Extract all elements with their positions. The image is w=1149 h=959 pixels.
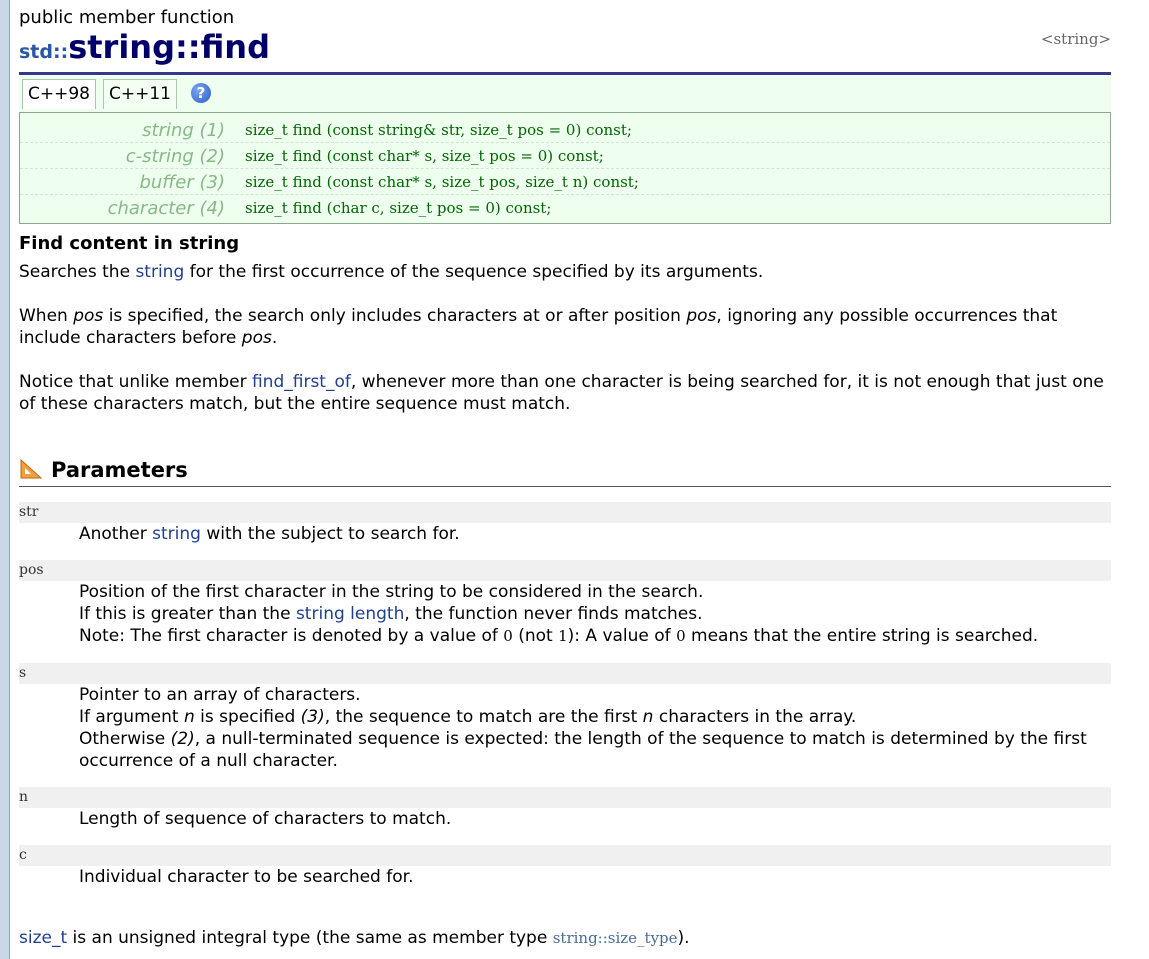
string-link[interactable]: string	[135, 262, 185, 282]
param-desc-n	[79, 808, 1109, 830]
text: (not	[512, 626, 559, 646]
text: Searches the	[19, 262, 136, 282]
text: , the sequence to match are the first	[324, 707, 643, 727]
text: Another	[79, 524, 153, 544]
code-literal: 0	[503, 627, 513, 645]
prototype-row	[20, 194, 1110, 220]
prototype-row	[20, 116, 1110, 143]
text: with the subject to search for.	[200, 524, 460, 544]
prototype-label: c-string (2)	[125, 146, 225, 167]
title-namespace: std::	[19, 41, 69, 63]
param-desc-str	[79, 523, 1109, 545]
title-name: string::find	[68, 28, 270, 66]
param-name-c: c	[19, 845, 1111, 866]
param-ref-pos: pos	[241, 328, 272, 348]
help-icon[interactable]: ?	[191, 83, 211, 103]
text: When	[19, 306, 74, 326]
text: , ignoring any possible occurrences that include characters before	[19, 306, 1058, 348]
text: for the first occurrence of the sequence specified by its arguments.	[184, 262, 764, 282]
param-ref-n: n	[642, 707, 654, 727]
find-first-of-link[interactable]: find_first_of	[251, 372, 351, 392]
param-ref-pos: pos	[686, 306, 717, 326]
prototype-code: size_t find (const string& str, size_t pos = 0) const;	[245, 121, 632, 139]
param-ref-pos: pos	[73, 306, 104, 326]
text: , a null-terminated sequence is expected: the length of the sequence to match is determined by the first occurrence of a null character.	[79, 729, 1087, 771]
prototype-code: size_t find (const char* s, size_t pos, size_t n) const;	[245, 173, 639, 191]
prototype-label: buffer (3)	[139, 172, 225, 193]
param-ref-n: n	[183, 707, 195, 727]
tab-cpp98[interactable]: C++98	[22, 79, 96, 109]
text: Individual character to be searched for.	[79, 867, 414, 887]
parameters-title: Parameters	[51, 458, 188, 482]
version-tabs	[19, 76, 1111, 112]
text: , whenever more than one character is being searched for, it is not enough that just one of these characters match, but the entire sequence must match.	[19, 372, 1104, 414]
tab-cpp11[interactable]: C++11	[103, 79, 177, 109]
string-link[interactable]: string	[152, 524, 201, 544]
text: ): A value of	[567, 626, 677, 646]
set-square-icon	[19, 458, 43, 480]
prototype-ref: (2)	[170, 729, 195, 749]
param-name-s: s	[19, 663, 1111, 684]
title-divider	[19, 72, 1111, 75]
param-desc-c	[79, 866, 1109, 888]
description-heading: Find content in string	[19, 233, 240, 254]
prototype-code: size_t find (const char* s, size_t pos = 0) const;	[245, 147, 604, 165]
param-desc-pos	[79, 581, 1109, 647]
text: Length of sequence of characters to match.	[79, 809, 452, 829]
text: , the function never finds matches.	[404, 604, 703, 624]
param-name-pos: pos	[19, 560, 1111, 581]
text: Position of the first character in the string to be considered in the search.	[79, 582, 704, 602]
param-desc-s	[79, 684, 1109, 772]
prototype-code: size_t find (char c, size_t pos = 0) const;	[245, 199, 552, 217]
page-title	[19, 28, 270, 66]
prototype-row	[20, 142, 1110, 169]
text: is an unsigned integral type (the same as member type	[67, 928, 553, 948]
string-length-link[interactable]: string length	[295, 604, 405, 624]
prototype-ref: (3)	[300, 707, 325, 727]
description-paragraph-3	[19, 371, 1109, 415]
text: Otherwise	[79, 729, 171, 749]
text: is specified	[194, 707, 301, 727]
prototype-label: string (1)	[142, 120, 225, 141]
description-paragraph-2	[19, 305, 1109, 349]
parameters-heading	[19, 456, 1111, 487]
code-literal: 1	[558, 627, 568, 645]
code-literal: string::size_type	[552, 929, 678, 947]
text: means that the entire string is searched.	[685, 626, 1039, 646]
text: is specified, the search only includes characters at or after position	[103, 306, 687, 326]
text: Pointer to an array of characters.	[79, 685, 361, 705]
prototype-row	[20, 168, 1110, 195]
text: Note: The first character is denoted by a value of	[79, 626, 504, 646]
prototype-table	[19, 112, 1111, 224]
prototype-label: character (4)	[107, 198, 225, 219]
left-margin-rule	[0, 0, 10, 959]
param-name-str: str	[19, 502, 1111, 523]
size-t-note	[19, 928, 690, 948]
text: .	[271, 328, 278, 348]
text: If this is greater than the	[79, 604, 296, 624]
text: ).	[677, 928, 690, 948]
param-name-n: n	[19, 787, 1111, 808]
header-file-link[interactable]: <string>	[1040, 30, 1111, 48]
text: If argument	[79, 707, 184, 727]
text: Notice that unlike member	[19, 372, 252, 392]
code-literal: 0	[676, 627, 686, 645]
size-t-link[interactable]: size_t	[19, 928, 68, 948]
description-paragraph-1	[19, 261, 1109, 283]
member-kind: public member function	[19, 7, 235, 28]
text: characters in the array.	[653, 707, 857, 727]
